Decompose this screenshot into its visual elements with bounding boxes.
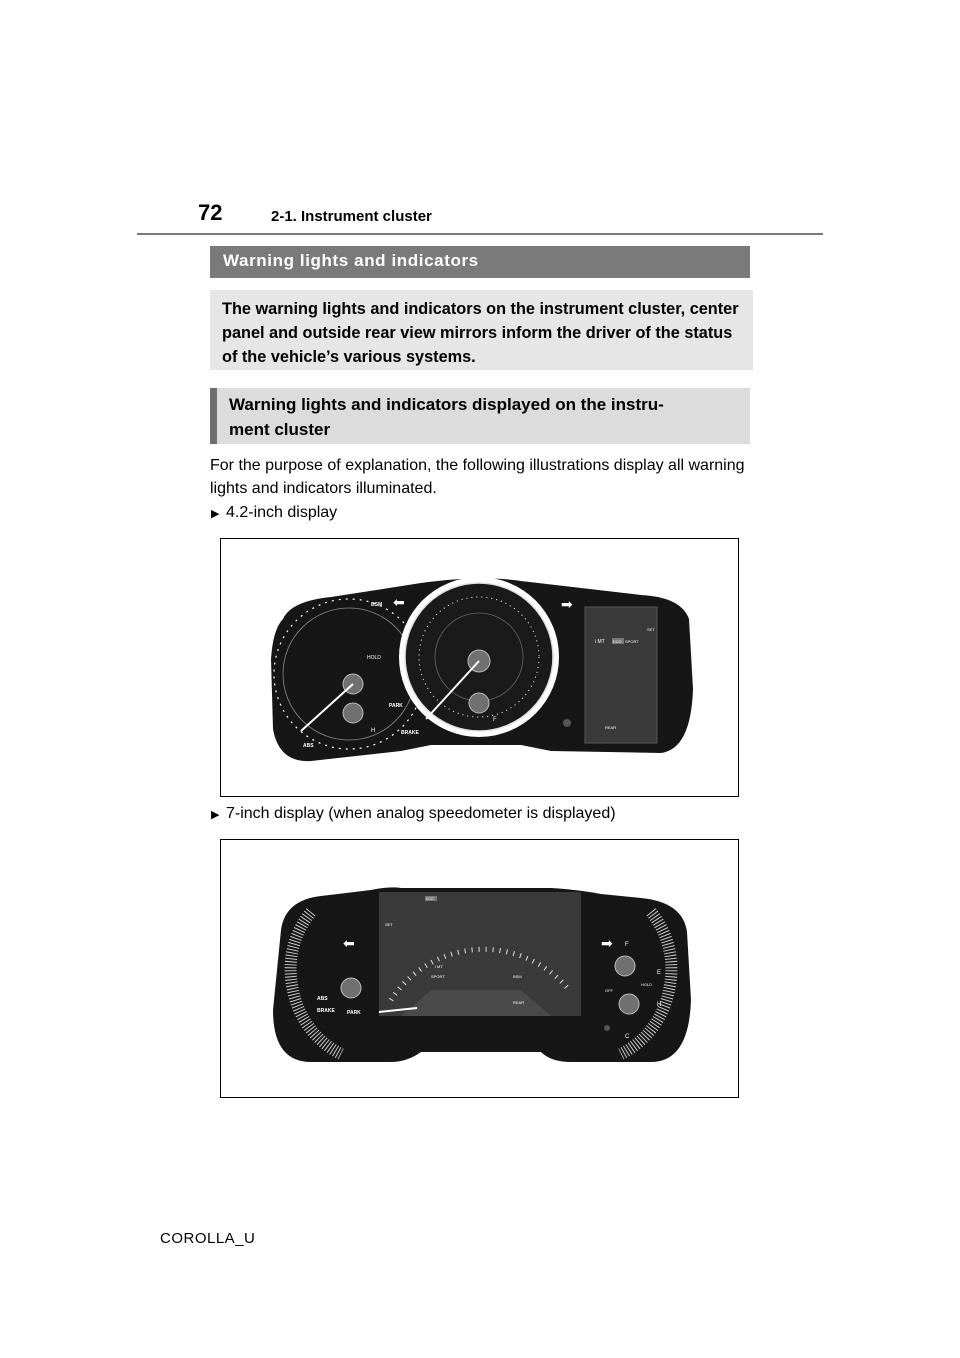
fig1-brake-label: BRAKE (401, 730, 419, 736)
fig2-off-label: OFF (605, 988, 613, 993)
bullet-4-2-inch (211, 504, 337, 522)
cluster-illustration-2 (221, 840, 738, 1097)
fig1-hold-label: HOLD (367, 655, 381, 661)
fig2-c-label: C (625, 1034, 630, 1040)
fig1-h-label: H (371, 728, 376, 734)
subheading-line2: ment cluster (229, 420, 331, 439)
fig2-e-label: E (657, 970, 662, 976)
right-turn-arrow-icon: ➡ (561, 597, 573, 613)
fig2-abs-label: ABS (317, 996, 328, 1002)
left-turn-arrow-icon: ⬅ (393, 595, 405, 611)
right-turn-arrow-icon: ➡ (601, 936, 613, 952)
fig2-h-label: H (657, 1002, 662, 1008)
bullet-text: 4.2-inch display (226, 504, 338, 521)
section-title: Warning lights and indicators (223, 251, 479, 270)
fig2-park-label: PARK (347, 1010, 361, 1016)
figure-4-2-inch-cluster (220, 538, 739, 797)
bullet-7-inch (211, 805, 616, 823)
header-rule (137, 233, 823, 235)
intro-text: The warning lights and indicators on the instrument cluster, center panel and outside rear view mirrors inform the driver of the status of the vehicle’s various systems. (222, 300, 739, 366)
body-paragraph: For the purpose of explanation, the following illustrations display all warning lights and indicators illuminated. (210, 457, 745, 497)
left-turn-arrow-icon: ⬅ (343, 936, 355, 952)
fig2-hold-label: HOLD (641, 982, 653, 987)
fig1-eco-label: ECO (613, 639, 622, 644)
triangle-bullet-icon: ▶ (211, 508, 220, 520)
fig2-bsm-label: BSM (513, 974, 522, 979)
fig1-abs-label: ABS (303, 743, 314, 749)
fig2-sport-label: SPORT (431, 974, 445, 979)
fig2-eco-label: ECO (426, 897, 434, 901)
intro-box (210, 290, 753, 370)
fig1-set-label: SET (647, 627, 655, 632)
figure-7-inch-cluster (220, 839, 739, 1098)
section-label: 2-1. Instrument cluster (271, 208, 432, 225)
fig2-brake-label: BRAKE (317, 1008, 335, 1014)
fig1-imt-label: i MT (595, 639, 605, 645)
subheading (210, 388, 750, 444)
cluster-illustration-1 (221, 539, 738, 796)
fig2-imt-label: i MT (435, 964, 443, 969)
fig1-rear-label: REAR (605, 725, 617, 730)
fig1-bsm-label: BSM (371, 602, 383, 608)
fig2-rear-label: REAR (513, 1000, 525, 1005)
subheading-line1: Warning lights and indicators displayed on the instru- (229, 395, 664, 414)
fig2-f-label: F (625, 942, 629, 948)
fig1-f-label: F (493, 717, 497, 723)
page-number: 72 (198, 200, 223, 225)
bullet-text: 7-inch display (when analog speedometer is displayed) (226, 805, 616, 822)
footer-model-code: COROLLA_U (160, 1230, 256, 1247)
fig1-sport-label: SPORT (625, 639, 639, 644)
section-title-bar (210, 246, 750, 278)
fig1-park-label: PARK (389, 703, 403, 709)
triangle-bullet-icon: ▶ (211, 809, 220, 821)
fig2-set-label: SET (385, 922, 393, 927)
